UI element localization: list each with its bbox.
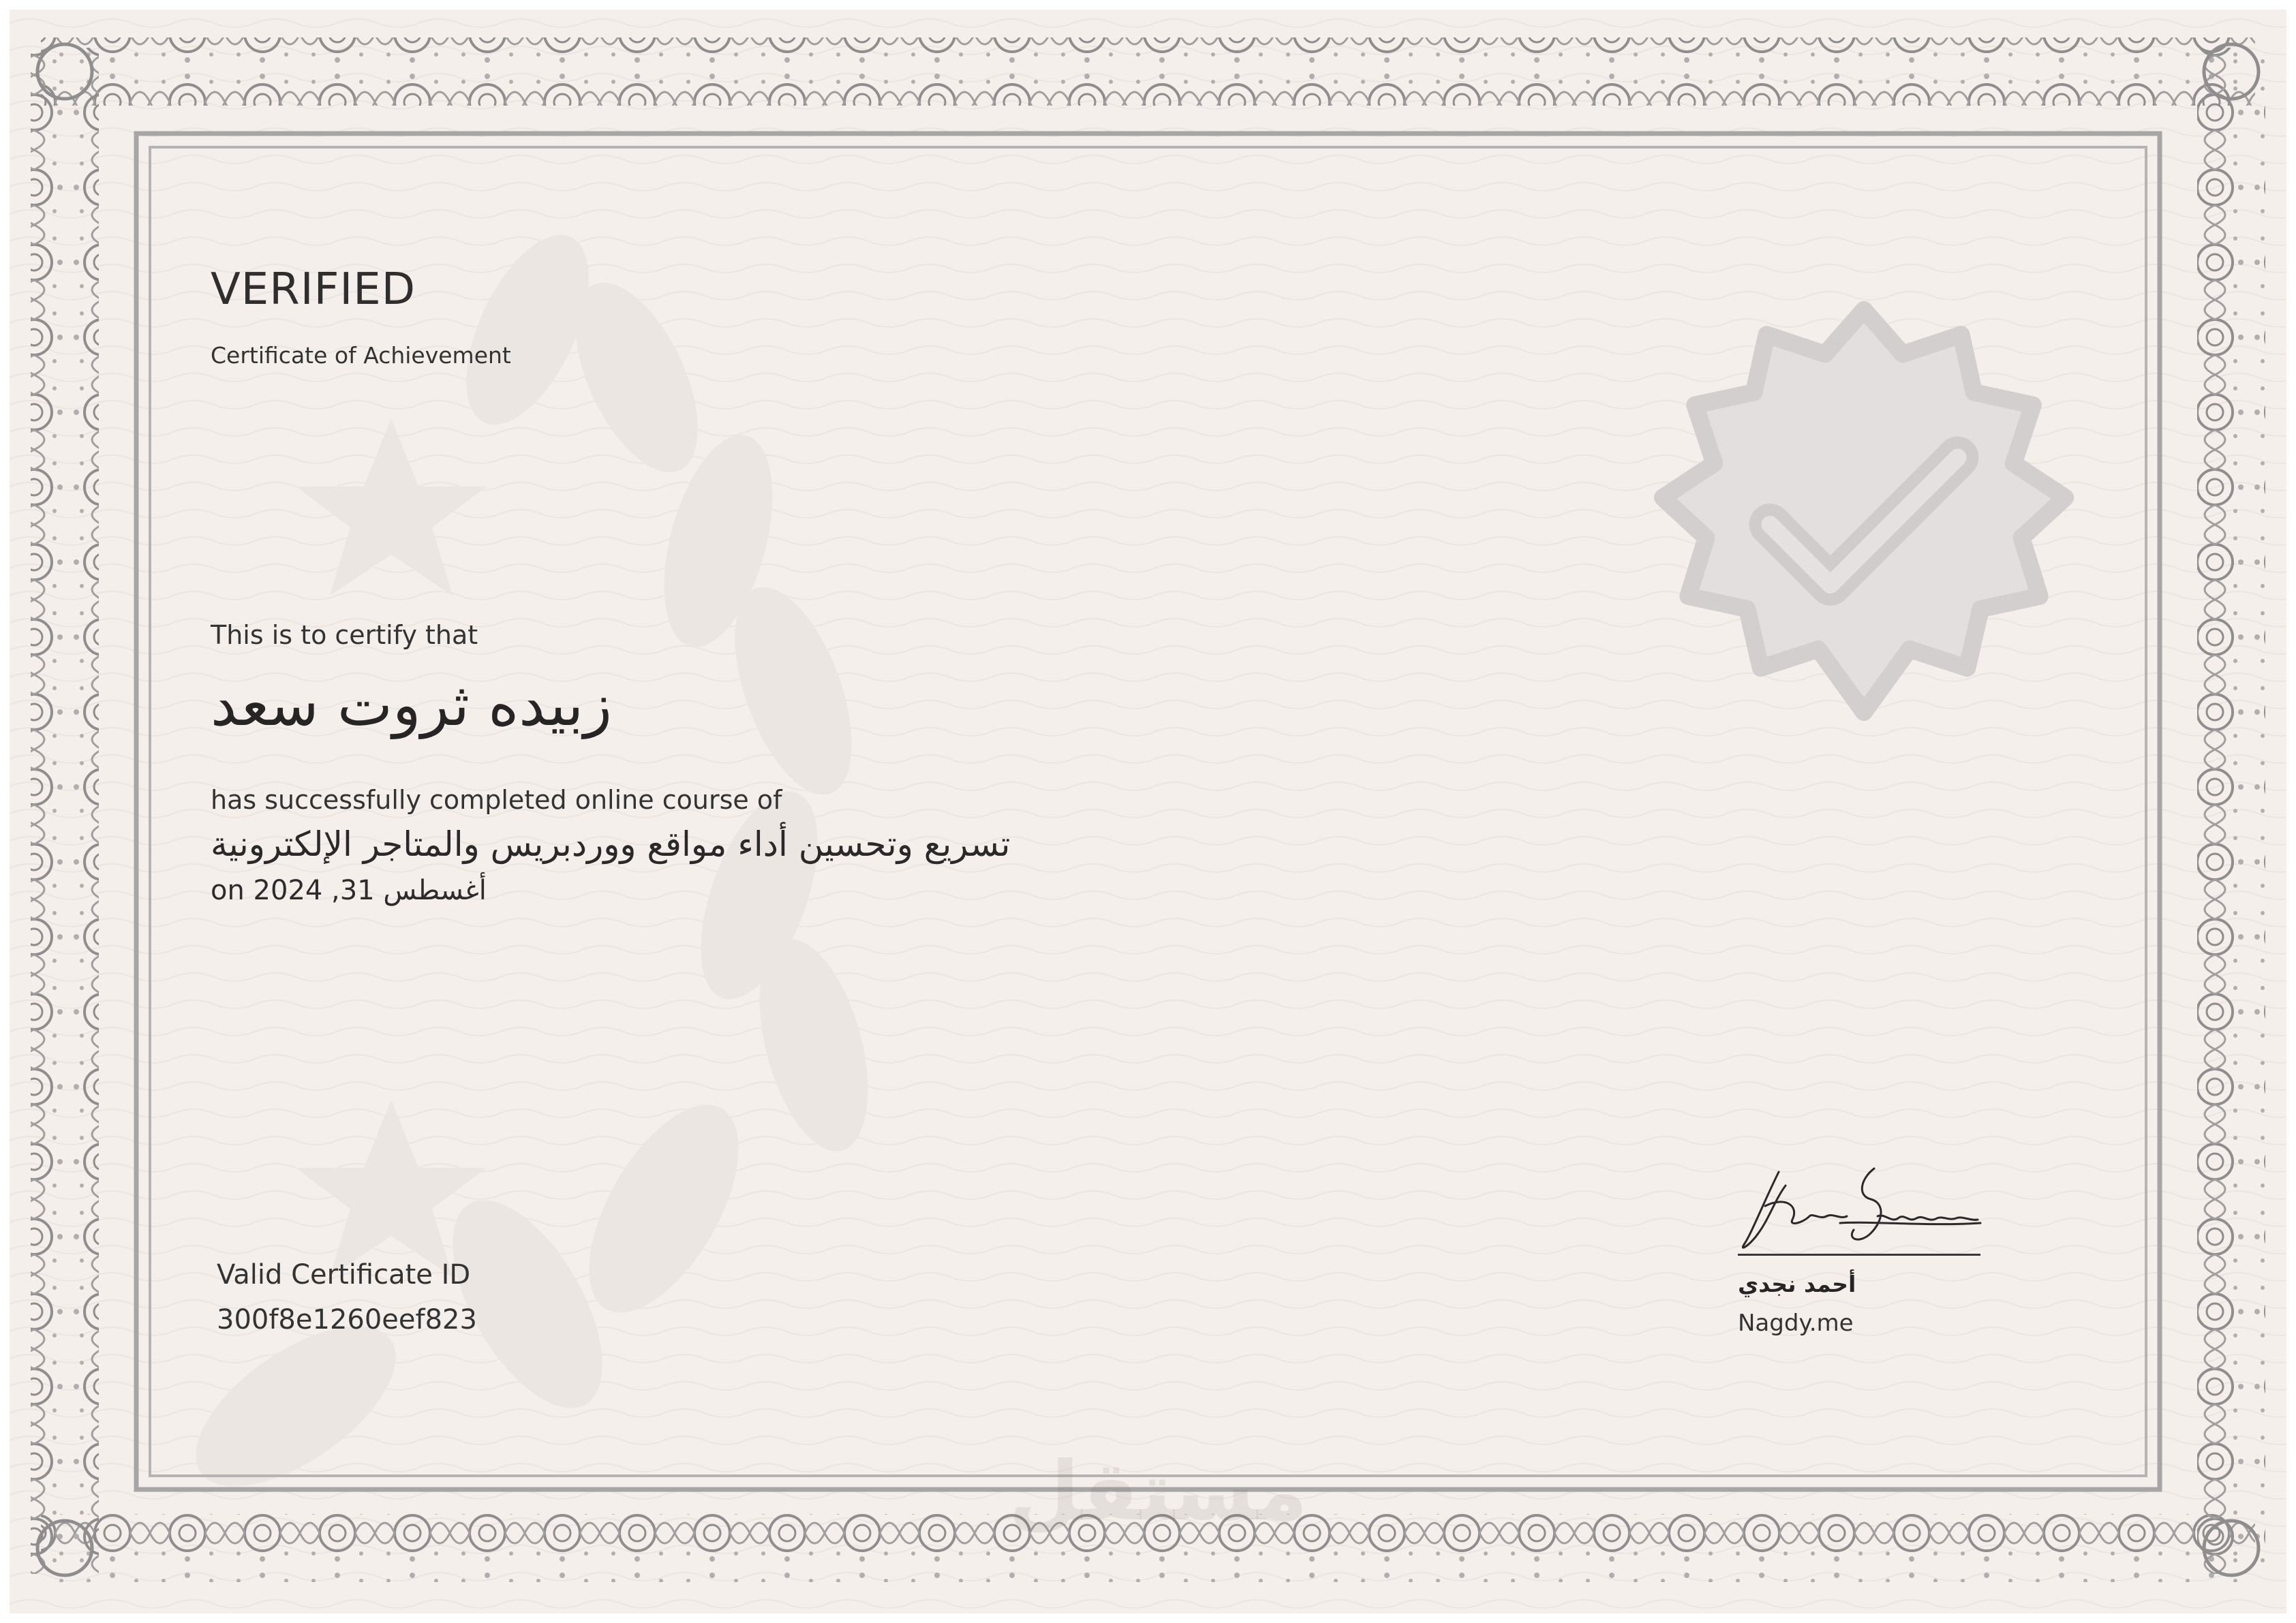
signatory-website: Nagdy.me: [1738, 1310, 1854, 1337]
certificate-id-value: 300f8e1260eef823: [217, 1304, 477, 1335]
verified-check-badge-icon: [1649, 296, 2079, 726]
completed-line: has successfully completed online course of: [211, 785, 782, 815]
signature-line: [1738, 1254, 1980, 1256]
recipient-name: زبيده ثروت سعد: [211, 671, 612, 739]
course-title: تسريع وتحسين أداء مواقع ووردبريس والمتاجر الإلكترونية: [211, 824, 1011, 864]
completion-date: on 2024 ,31 أغسطس: [211, 875, 487, 906]
handwritten-signature: [1738, 1158, 1983, 1254]
signatory-name: أحمد نجدي: [1738, 1271, 1856, 1297]
badge-seal-shape: [1663, 310, 2066, 713]
watermark: مستقل: [1009, 1444, 1308, 1539]
certificate-subheading: Certificate of Achievement: [211, 342, 511, 369]
certify-line: This is to certify that: [211, 620, 478, 650]
certificate-heading: VERIFIED: [211, 264, 416, 315]
certificate-id-label: Valid Certificate ID: [217, 1259, 471, 1290]
